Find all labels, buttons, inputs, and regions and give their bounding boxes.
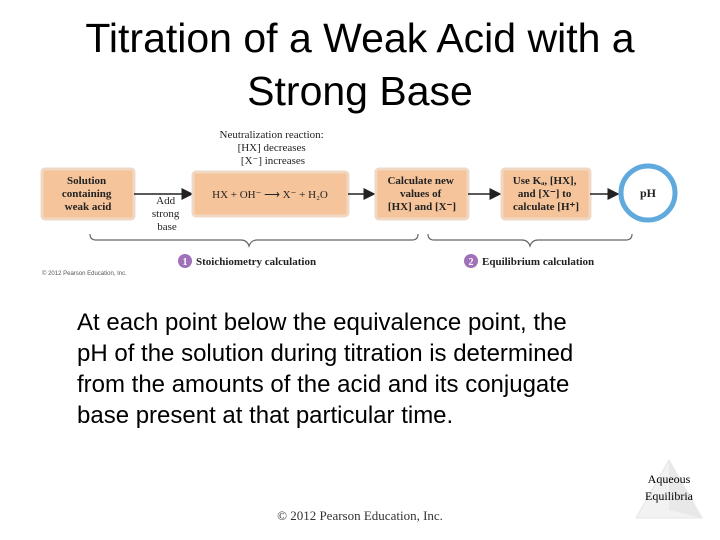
step-2-number: 2 xyxy=(468,257,474,268)
figure-copyright: © 2012 Pearson Education, Inc. xyxy=(42,271,127,277)
svg-text:Add strong base xyxy=(152,195,182,233)
body-line-4: base present at that particular time. xyxy=(77,402,454,429)
aqueous-equilibria-badge xyxy=(634,458,704,520)
step-1-number: 1 xyxy=(182,257,188,268)
titration-flow-diagram xyxy=(38,122,688,282)
use-k-box-line-3: calculate [H⁺] xyxy=(513,201,579,213)
ph-label: pH xyxy=(639,186,657,200)
slide-title-line-2: Strong Base xyxy=(247,68,473,114)
body-line-1: At each point below the equivalence point, the xyxy=(77,309,567,336)
diagram-canvas xyxy=(38,122,688,282)
use-k-box-line-1: Use Kₐ, [HX], xyxy=(512,175,577,187)
calc-box xyxy=(376,169,468,219)
slide-body-text xyxy=(77,307,677,431)
calc-box-line-2: values of xyxy=(400,188,442,200)
calc-box-line-1: Calculate new xyxy=(387,175,454,187)
add-base-line-2: strong xyxy=(151,208,180,220)
body-line-3: from the amounts of the acid and its conjugate xyxy=(77,371,570,398)
svg-text:Solution containing xyxy=(62,175,114,213)
solution-box-line-1: Solution xyxy=(67,175,107,187)
stoichiometry-brace xyxy=(90,234,418,246)
svg-text:Neutralization reaction: xyxy=(220,129,327,167)
badge-line-2: Equilibria xyxy=(645,489,693,503)
slide-footer: © 2012 Pearson Education, Inc. xyxy=(277,508,443,523)
body-line-2: pH of the solution during titration is determined xyxy=(77,340,574,367)
svg-text:Use Kₐ, [HX], and [X⁻] xyxy=(513,175,579,213)
add-base-line-1: Add xyxy=(156,195,176,207)
reaction-equation: HX + OH⁻ ⟶ X⁻ + H₂O xyxy=(212,189,328,201)
calc-box-line-3: [HX] and [X⁻] xyxy=(387,201,457,213)
badge-line-1: Aqueous xyxy=(647,472,691,486)
neutralization-x: [X⁻] increases xyxy=(240,155,306,167)
equilibrium-brace xyxy=(428,234,632,246)
neutralization-heading: Neutralization reaction: xyxy=(219,129,324,141)
neutralization-hx: [HX] decreases xyxy=(237,142,306,154)
use-k-box xyxy=(502,169,590,219)
reaction-box xyxy=(193,172,348,216)
slide-title xyxy=(0,12,720,118)
step-2-label: Equilibrium calculation xyxy=(482,256,595,268)
solution-box-line-2: containing xyxy=(61,188,112,200)
use-k-box-line-2: and [X⁻] to xyxy=(517,188,572,200)
solution-box xyxy=(42,169,134,219)
slide-title-line-1: Titration of a Weak Acid with a xyxy=(85,15,635,61)
step-1-label: Stoichiometry calculation xyxy=(196,256,317,268)
add-base-line-3: base xyxy=(157,221,177,233)
ph-circle xyxy=(621,166,675,220)
solution-box-line-3: weak acid xyxy=(64,201,112,213)
